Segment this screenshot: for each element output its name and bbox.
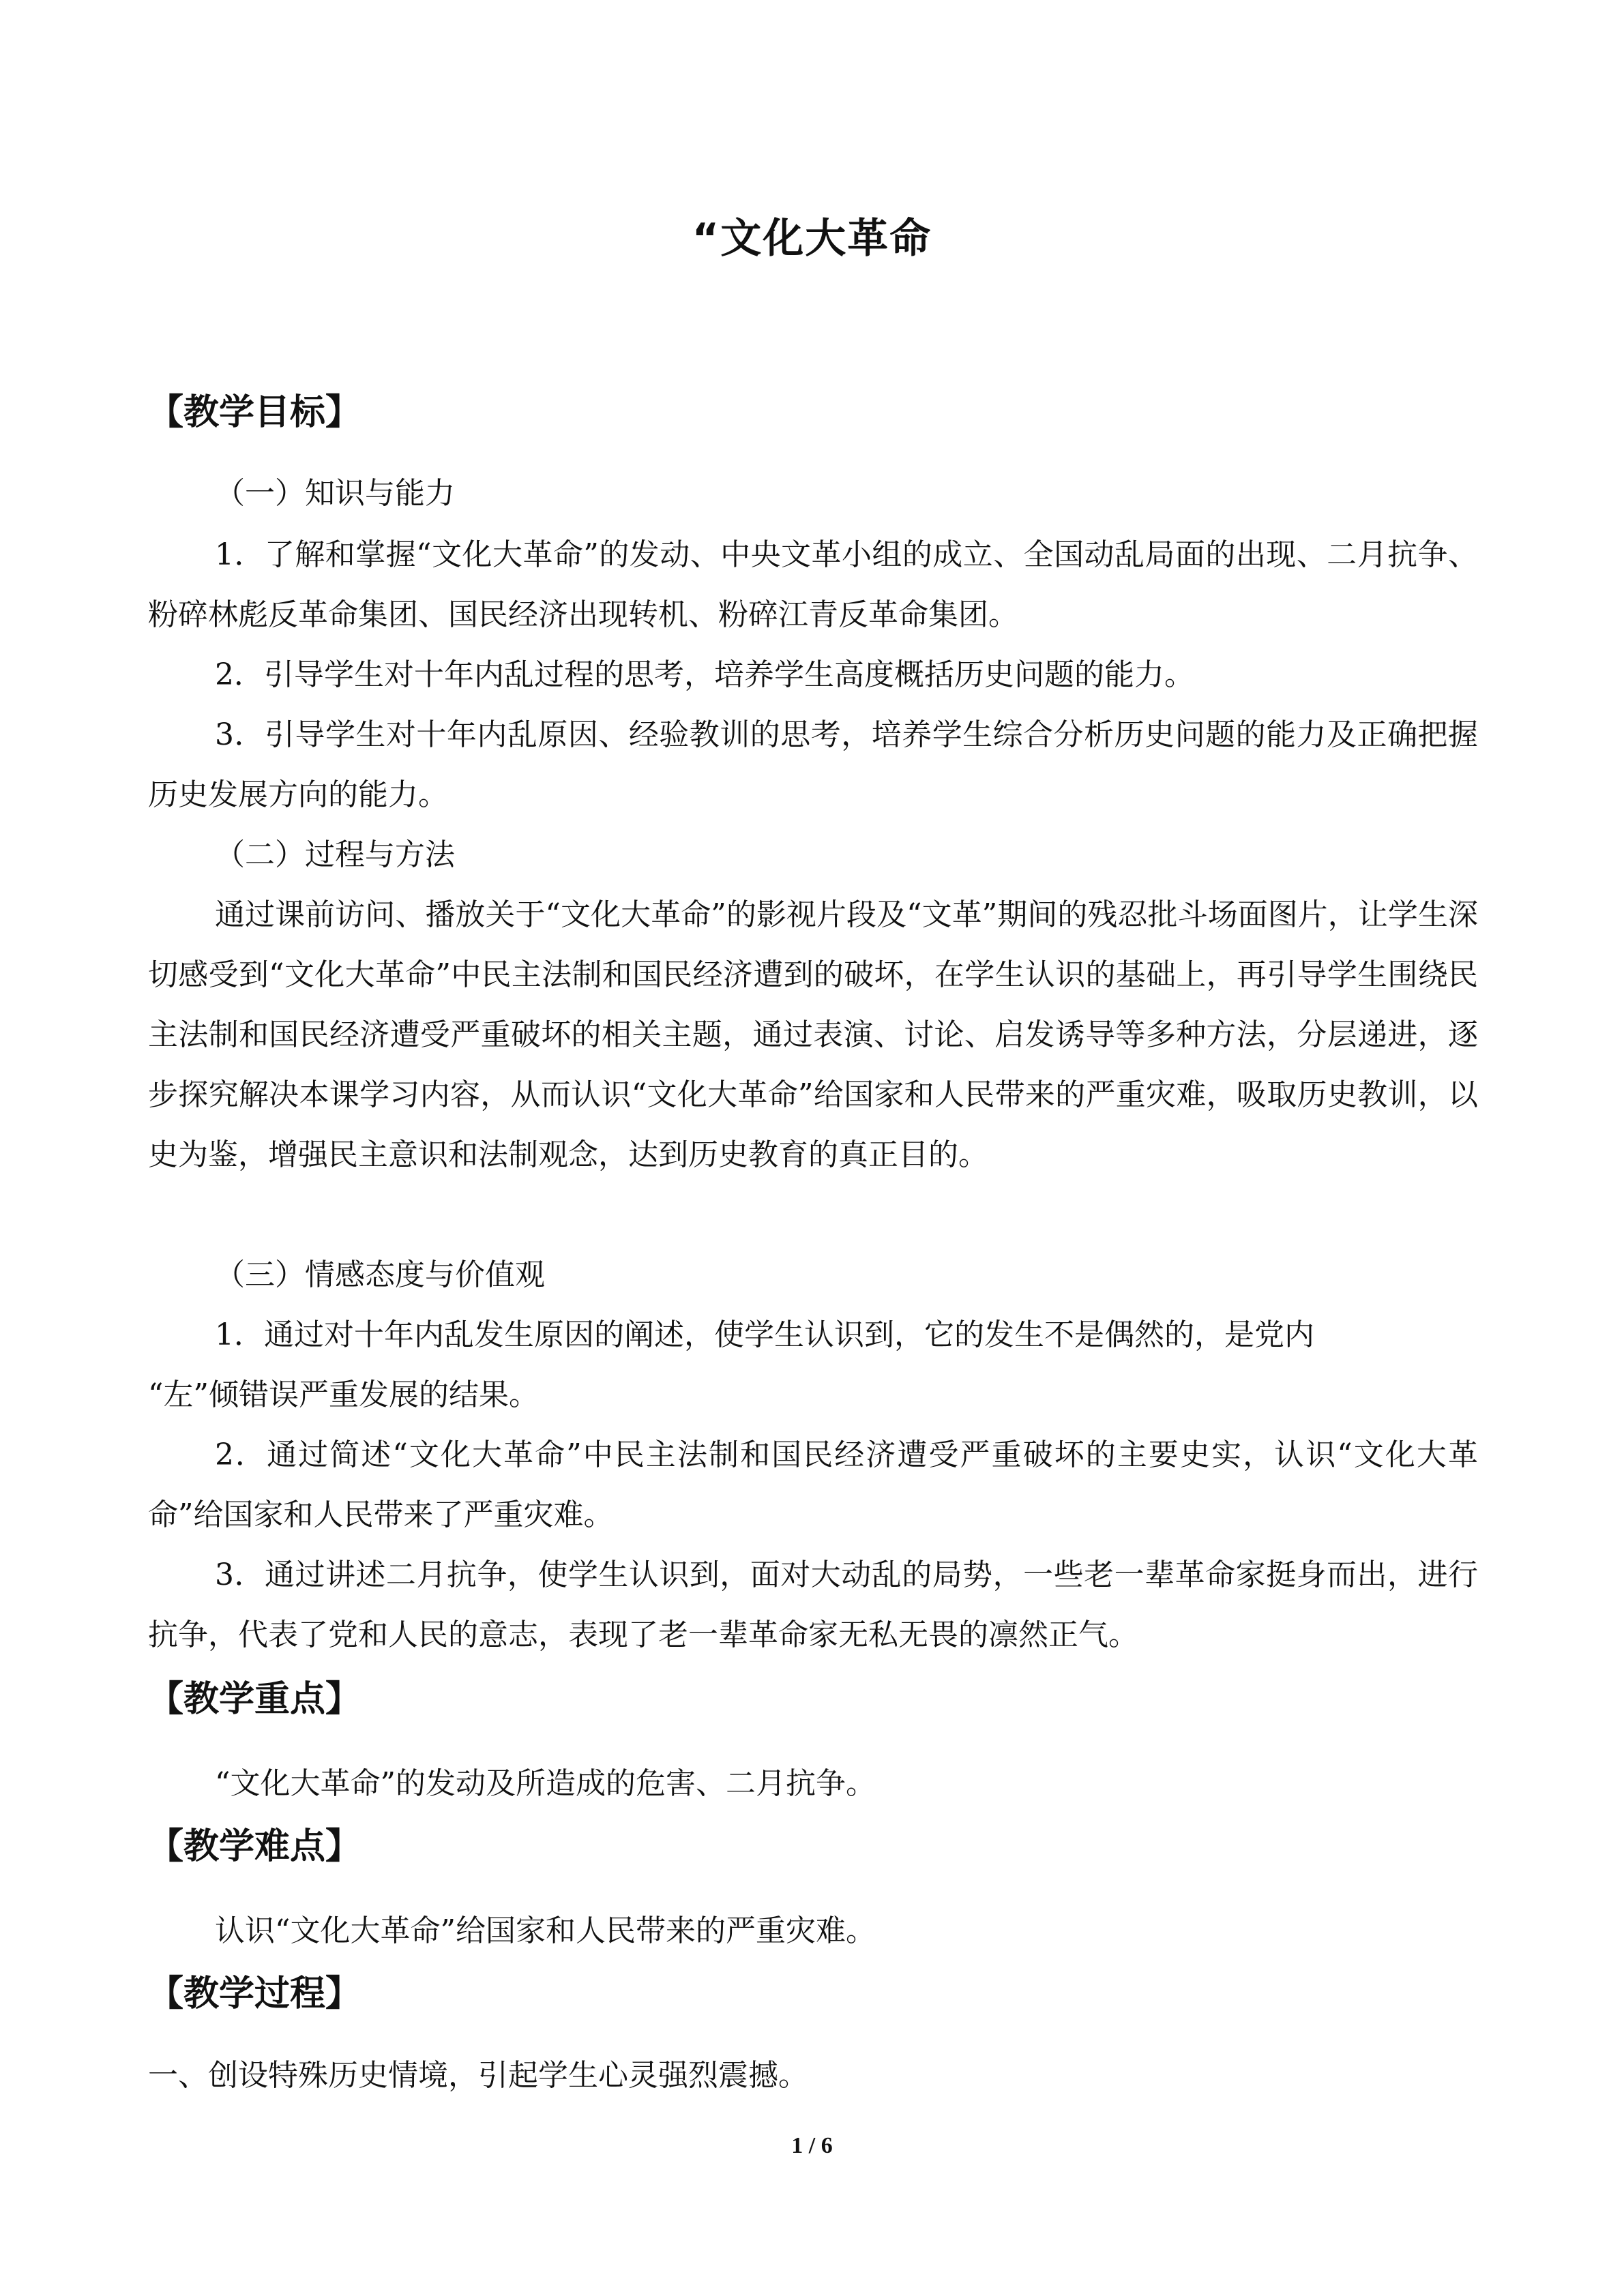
emotion-paragraph-1-line-1: 1．通过对十年内乱发生原因的阐述，使学生认识到，它的发生不是偶然的，是党内 — [215, 1317, 1314, 1352]
emotion-paragraph-3: 3．通过讲述二月抗争，使学生认识到，面对大动乱的局势，一些老一辈革命家挺身而出，进行抗争，代表了党和人民的意志，表现了老一辈革命家无私无畏的凛然正气。 — [148, 1557, 1478, 1652]
objective-paragraph-3: 3．引导学生对十年内乱原因、经验教训的思考，培养学生综合分析历史问题的能力及正确把握历史发展方向的能力。 — [148, 717, 1478, 812]
subsection-process-method: （二）过程与方法 — [215, 837, 455, 872]
objective-paragraph-2: 2．引导学生对十年内乱过程的思考，培养学生高度概括历史问题的能力。 — [215, 657, 1194, 692]
subsection-emotion-values: （三）情感态度与价值观 — [215, 1257, 545, 1292]
keypoints-text: “文化大革命”的发动及所造成的危害、二月抗争。 — [215, 1766, 876, 1801]
section-heading-difficulties: 【教学难点】 — [148, 1826, 361, 1867]
emotion-paragraph-1-line-2: “左”倾错误严重发展的结果。 — [148, 1377, 539, 1412]
difficulties-text: 认识“文化大革命”给国家和人民带来的严重灾难。 — [215, 1913, 876, 1948]
subsection-knowledge-ability: （一）知识与能力 — [215, 476, 455, 511]
emotion-paragraph-2: 2．通过简述“文化大革命”中民主法制和国民经济遭受严重破坏的主要史实，认识“文化大革命”给国家和人民带来了严重灾难。 — [148, 1437, 1478, 1532]
section-heading-keypoints: 【教学重点】 — [148, 1679, 361, 1720]
process-item-1: 一、创设特殊历史情境，引起学生心灵强烈震撼。 — [148, 2058, 808, 2093]
section-heading-objectives: 【教学目标】 — [148, 392, 361, 433]
process-method-paragraph: 通过课前访问、播放关于“文化大革命”的影视片段及“文革”期间的残忍批斗场面图片，让学生深切感受到“文化大革命”中民主法制和国民经济遭到的破坏，在学生认识的基础上，再引导学生围绕民主法制和国民经济遭受严重破坏的相关主题，通过表演、讨论、启发诱导等多种方法，分层递进，逐步探究解决本课学习内容，从而认识“文化大革命”给国家和人民带来的严重灾难，吸取历史教训，以史为鉴，增强民主意识和法制观念，达到历史教育的真正目的。 — [148, 897, 1478, 1172]
section-heading-process: 【教学过程】 — [148, 1973, 361, 2014]
objective-paragraph-1: 1．了解和掌握“文化大革命”的发动、中央文革小组的成立、全国动乱局面的出现、二月抗争、粉碎林彪反革命集团、国民经济出现转机、粉碎江青反革命集团。 — [148, 537, 1478, 632]
document-title: “文化大革命 — [692, 215, 932, 263]
page-number: 1 / 6 — [791, 2133, 833, 2158]
